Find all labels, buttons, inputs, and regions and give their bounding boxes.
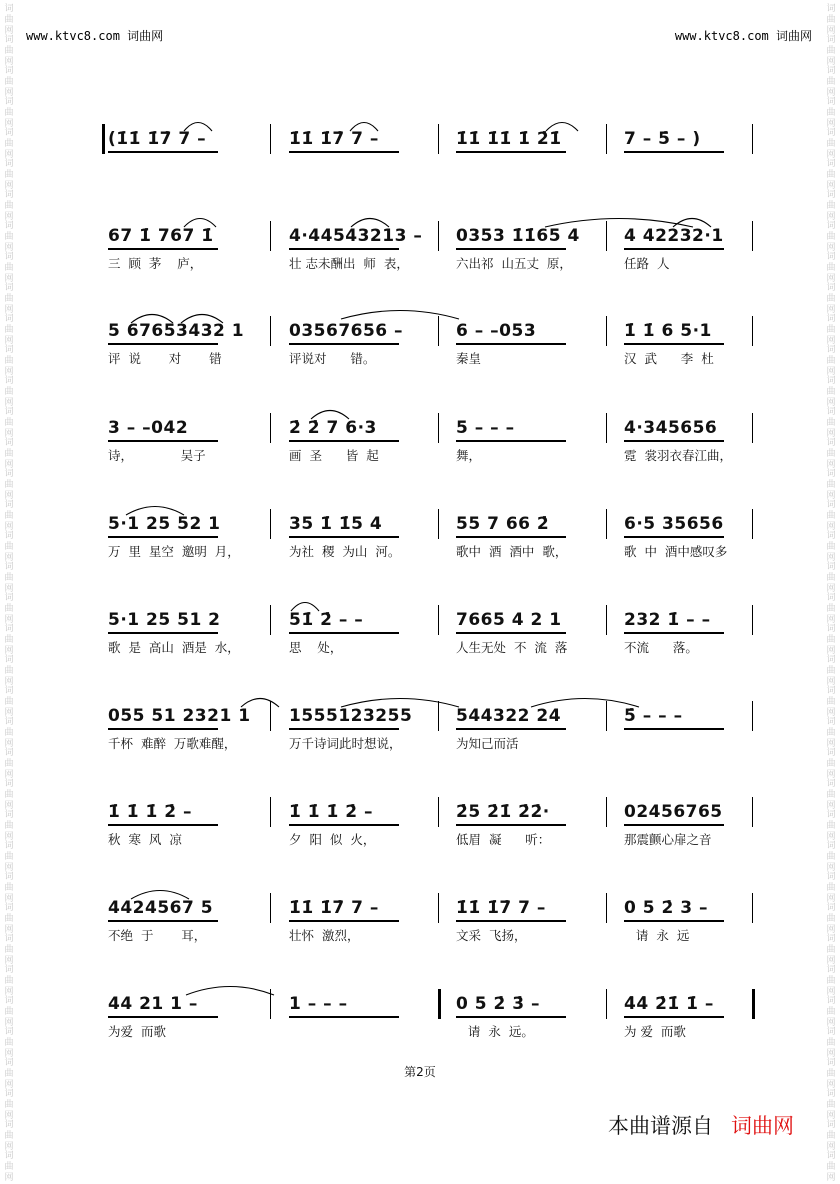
credit-brand: 词曲网 xyxy=(731,1114,794,1138)
measure-notes: 5·1 25 52 1 xyxy=(108,514,221,534)
measure-notes: 03567656 – xyxy=(289,321,404,341)
measure-notes: 5 – – – xyxy=(456,418,515,438)
bar-line xyxy=(752,221,753,251)
measure-notes: 67 1̇ 767 1̇ xyxy=(108,226,214,246)
watermark-word: 词曲网 xyxy=(826,531,836,563)
watermark-word: 词曲网 xyxy=(826,562,836,594)
underline-beam xyxy=(624,920,724,922)
slur-arc xyxy=(183,214,217,228)
watermark-word: 词曲网 xyxy=(826,66,836,98)
measure-notes: 44 21 1 – xyxy=(108,994,198,1014)
measure-notes: 0353 1̇1̇65 4 xyxy=(456,226,580,246)
watermark-word: 词曲网 xyxy=(826,686,836,718)
watermark-word: 词曲网 xyxy=(826,872,836,904)
bar-line xyxy=(270,509,271,539)
watermark-word: 词曲网 xyxy=(4,996,14,1028)
watermark-word: 词曲网 xyxy=(4,531,14,563)
measure-lyric: 不绝 于 耳， xyxy=(108,928,207,943)
measure-lyric: 画 圣 皆 起 xyxy=(289,448,379,463)
measure-notes: 1̇ 1̇ 1̇ 2̇ – xyxy=(289,802,373,822)
bar-line xyxy=(752,509,753,539)
measure-notes: 0 5 2̇ 3̇ – xyxy=(456,994,540,1014)
bar-line xyxy=(606,797,607,827)
bar-line xyxy=(438,316,439,346)
watermark-word: 词曲网 xyxy=(4,283,14,315)
measure-notes: 51̇ 2̇ – – xyxy=(289,610,364,630)
measure-lyric: 壮怀 激烈， xyxy=(289,928,360,943)
watermark-word: 词曲网 xyxy=(4,66,14,98)
measure-lyric: 那震颤心扉之音 xyxy=(624,832,712,847)
score-row xyxy=(0,413,840,509)
watermark-word: 词曲网 xyxy=(826,4,836,36)
measure-notes: 35 1̇ 1̇5 4 xyxy=(289,514,383,534)
watermark-word: 词曲网 xyxy=(4,748,14,780)
bar-line xyxy=(270,797,271,827)
measure-lyric: 评说对 错。 xyxy=(289,351,376,366)
bar-line xyxy=(438,124,439,154)
underline-beam xyxy=(624,343,724,345)
bar-line xyxy=(606,893,607,923)
watermark-word: 词曲网 xyxy=(826,314,836,346)
measure-notes: 7 – 5̇ – ) xyxy=(624,129,701,149)
watermark-word: 词曲网 xyxy=(826,500,836,532)
slur-arc xyxy=(180,310,224,324)
watermark-word: 词曲网 xyxy=(4,314,14,346)
bar-line xyxy=(752,893,753,923)
bar-line xyxy=(752,316,753,346)
underline-beam xyxy=(456,632,566,634)
bar-line xyxy=(606,605,607,635)
measure-lyric: 万 里 星空 邀明 月， xyxy=(108,544,240,559)
underline-beam xyxy=(456,343,566,345)
measure-lyric: 秋 寒 风 凉 xyxy=(108,832,182,847)
watermark-word: 词曲网 xyxy=(826,779,836,811)
watermark-word: 词曲网 xyxy=(826,221,836,253)
watermark-word: 词曲网 xyxy=(826,1027,836,1059)
slur-arc xyxy=(340,694,460,708)
underline-beam xyxy=(456,824,566,826)
watermark-word: 词曲网 xyxy=(4,1058,14,1090)
watermark-word: 词曲网 xyxy=(826,35,836,67)
slur-arc xyxy=(240,694,280,708)
measure-lyric: 三 顾 茅 庐， xyxy=(108,256,203,271)
watermark-word: 词曲网 xyxy=(826,996,836,1028)
score-row xyxy=(0,509,840,605)
watermark-word: 词曲网 xyxy=(4,35,14,67)
measure-notes: 544322 24 xyxy=(456,706,562,726)
slur-arc xyxy=(672,214,712,228)
score-row xyxy=(0,701,840,797)
measure-lyric: 思 处， xyxy=(289,640,343,655)
watermark-word: 词曲网 xyxy=(4,438,14,470)
underline-beam xyxy=(108,151,218,153)
watermark-word: 词曲网 xyxy=(4,345,14,377)
measure-lyric: 千杯 难醉 万歌难醒， xyxy=(108,736,237,751)
source-credit xyxy=(608,1110,794,1140)
underline-beam xyxy=(289,248,399,250)
underline-beam xyxy=(289,151,399,153)
measure-notes: 4·44543213 – xyxy=(289,226,423,246)
watermark-word: 词曲网 xyxy=(826,810,836,842)
underline-beam xyxy=(456,248,566,250)
bar-line xyxy=(270,605,271,635)
underline-beam xyxy=(289,920,399,922)
measure-notes: 02456765 xyxy=(624,802,723,822)
bar-line xyxy=(270,221,271,251)
watermark-word: 词曲网 xyxy=(826,841,836,873)
watermark-word: 词曲网 xyxy=(4,934,14,966)
measure-lyric: 人生无处 不 流 落 xyxy=(456,640,568,655)
watermark-word: 词曲网 xyxy=(4,4,14,36)
measure-lyric: 评 说 对 错 xyxy=(108,351,222,366)
watermark-word: 词曲网 xyxy=(826,159,836,191)
watermark-word: 词曲网 xyxy=(826,190,836,222)
repeat-end-sign xyxy=(438,989,441,1019)
watermark-word: 词曲网 xyxy=(826,717,836,749)
measure-notes: 055 51 2321 1 xyxy=(108,706,251,726)
page-number: 第2页 xyxy=(404,1065,436,1079)
bar-line xyxy=(752,989,755,1019)
watermark-word: 词曲网 xyxy=(826,376,836,408)
underline-beam xyxy=(108,920,218,922)
measure-notes: 4̇4̇ 2̇1̇ 1̇ – xyxy=(624,994,714,1014)
watermark-word: 词曲网 xyxy=(4,128,14,160)
measure-notes: (1̇1̇ 1̇7̇ 7 – xyxy=(108,129,207,149)
slur-arc xyxy=(130,886,190,900)
slur-arc xyxy=(340,306,460,320)
bar-line xyxy=(752,797,753,827)
slur-arc xyxy=(310,406,350,420)
measure-lyric: 万千诗词此时想说， xyxy=(289,736,402,751)
watermark-word: 词曲网 xyxy=(4,872,14,904)
measure-notes: 6 – –053 xyxy=(456,321,537,341)
underline-beam xyxy=(624,824,724,826)
watermark-word: 词曲网 xyxy=(826,128,836,160)
measure-lyric: 六出祁 山五丈 原， xyxy=(456,256,572,271)
bar-line xyxy=(752,124,753,154)
bar-line xyxy=(270,893,271,923)
measure-notes: 5 67653432 1 xyxy=(108,321,245,341)
watermark-word: 词曲网 xyxy=(826,407,836,439)
bar-line xyxy=(270,413,271,443)
measure-notes: 2̇ 2̇ 7 6·3 xyxy=(289,418,377,438)
watermark-word: 词曲网 xyxy=(826,965,836,997)
bar-line xyxy=(270,124,271,154)
measure-notes: 5̇ – – – xyxy=(624,706,683,726)
measure-notes: 4424567 5 xyxy=(108,898,214,918)
measure-notes: 3 – –042 xyxy=(108,418,189,438)
watermark-word: 词曲网 xyxy=(826,469,836,501)
bar-line xyxy=(438,413,439,443)
underline-beam xyxy=(108,440,218,442)
watermark-word: 词曲网 xyxy=(4,1027,14,1059)
watermark-word: 词曲网 xyxy=(4,97,14,129)
repeat-start-sign xyxy=(102,124,105,154)
underline-beam xyxy=(624,248,724,250)
underline-beam xyxy=(624,1016,724,1018)
underline-beam xyxy=(289,632,399,634)
watermark-word: 词曲网 xyxy=(4,965,14,997)
watermark-word: 词曲网 xyxy=(826,438,836,470)
measure-notes: 1̇ 1̇ 1̇ 2̇ – xyxy=(108,802,192,822)
header-left-site: www.ktvc8.com 词曲网 xyxy=(26,29,164,43)
score-row xyxy=(0,316,840,412)
measure-notes: 2̇5 2̇1̇ 2̇2̇· xyxy=(456,802,550,822)
watermark-word: 词曲网 xyxy=(826,934,836,966)
underline-beam xyxy=(108,536,218,538)
measure-lyric: 霓 裳羽衣春江曲， xyxy=(624,448,732,463)
underline-beam xyxy=(456,728,566,730)
bar-line xyxy=(606,509,607,539)
underline-beam xyxy=(289,343,399,345)
bar-line xyxy=(438,221,439,251)
score-row xyxy=(0,893,840,989)
measure-lyric: 任路 人 xyxy=(624,256,670,271)
watermark-word: 词曲网 xyxy=(826,748,836,780)
measure-lyric: 不流 落。 xyxy=(624,640,698,655)
slur-arc xyxy=(530,694,640,708)
measure-notes: 1̇1̇ 1̇1̇ 1̇ 2̇1̇ xyxy=(456,129,562,149)
header-right-site: www.ktvc8.com 词曲网 xyxy=(674,29,812,43)
bar-line xyxy=(438,893,439,923)
watermark-word: 词曲网 xyxy=(4,252,14,284)
slur-arc xyxy=(183,118,213,132)
watermark-word: 词曲网 xyxy=(4,1120,14,1152)
measure-notes: 6·5 35656 xyxy=(624,514,724,534)
watermark-word: 词曲网 xyxy=(826,1120,836,1152)
underline-beam xyxy=(456,536,566,538)
score-row xyxy=(0,605,840,701)
bar-line xyxy=(606,413,607,443)
watermark-word: 词曲网 xyxy=(826,97,836,129)
underline-beam xyxy=(624,440,724,442)
bar-line xyxy=(438,797,439,827)
watermark-word: 词曲网 xyxy=(4,407,14,439)
underline-beam xyxy=(289,824,399,826)
watermark-word: 词曲网 xyxy=(826,593,836,625)
watermark-word: 词曲网 xyxy=(4,190,14,222)
measure-lyric: 请 永 远 xyxy=(624,928,690,943)
measure-notes: 1̇1̇ 1̇7̇ 7 – xyxy=(456,898,546,918)
measure-notes: 232 1̇ – – xyxy=(624,610,711,630)
measure-notes: 1̇ 1̇ 6 5·1 xyxy=(624,321,712,341)
measure-notes: 1̇1̇ 1̇7̇ 7 – xyxy=(289,129,379,149)
underline-beam xyxy=(108,728,218,730)
bar-line xyxy=(752,413,753,443)
slur-arc xyxy=(349,118,379,132)
underline-beam xyxy=(108,1016,218,1018)
measure-lyric: 汉 武 李 杜 xyxy=(624,351,714,366)
watermark-word: 词曲网 xyxy=(826,252,836,284)
underline-beam xyxy=(289,440,399,442)
measure-lyric: 歌中 酒 酒中 歌， xyxy=(456,544,568,559)
watermark-word: 词曲网 xyxy=(4,562,14,594)
score-row xyxy=(0,124,840,220)
measure-lyric: 文采 飞扬， xyxy=(456,928,527,943)
underline-beam xyxy=(108,632,218,634)
watermark-word: 词曲网 xyxy=(826,1089,836,1121)
watermark-word: 词曲网 xyxy=(4,469,14,501)
measure-lyric: 为社 稷 为山 河。 xyxy=(289,544,401,559)
slur-arc xyxy=(350,214,390,228)
measure-lyric: 壮 志未酬出 师 表， xyxy=(289,256,409,271)
underline-beam xyxy=(108,824,218,826)
watermark-word: 词曲网 xyxy=(4,810,14,842)
watermark-word: 词曲网 xyxy=(4,159,14,191)
measure-notes: 55 7 66 2̇ xyxy=(456,514,550,534)
slur-arc xyxy=(290,598,320,612)
measure-notes: 0 5 2̇ 3 – xyxy=(624,898,708,918)
watermark-word: 词曲网 xyxy=(826,903,836,935)
watermark-word: 词曲网 xyxy=(4,624,14,656)
measure-lyric: 为知己而活 xyxy=(456,736,519,751)
watermark-word: 词曲网 xyxy=(826,345,836,377)
watermark-word: 词曲网 xyxy=(4,221,14,253)
bar-line xyxy=(606,316,607,346)
underline-beam xyxy=(456,1016,566,1018)
bar-line xyxy=(606,989,607,1019)
watermark-word: 词曲网 xyxy=(826,1151,836,1183)
measure-notes: 7665 4 2 1 xyxy=(456,610,562,630)
watermark-word: 词曲网 xyxy=(4,1151,14,1183)
underline-beam xyxy=(624,728,724,730)
underline-beam xyxy=(456,440,566,442)
measure-notes: 1555123255 xyxy=(289,706,413,726)
underline-beam xyxy=(624,632,724,634)
watermark-word: 词曲网 xyxy=(826,655,836,687)
watermark-word: 词曲网 xyxy=(4,500,14,532)
bar-line xyxy=(752,605,753,635)
measure-lyric: 歌 中 酒中感叹多 xyxy=(624,544,728,559)
watermark-word: 词曲网 xyxy=(4,593,14,625)
underline-beam xyxy=(108,248,218,250)
measure-lyric: 为 爱 而歌 xyxy=(624,1024,686,1039)
measure-notes: 1 – – – xyxy=(289,994,348,1014)
measure-notes: 5·1 25 51 2 xyxy=(108,610,221,630)
measure-lyric: 低眉 凝 听： xyxy=(456,832,551,847)
measure-lyric: 秦皇 xyxy=(456,351,482,366)
slur-arc xyxy=(125,502,185,516)
underline-beam xyxy=(289,1016,399,1018)
slur-arc xyxy=(130,310,174,324)
underline-beam xyxy=(108,343,218,345)
bar-line xyxy=(752,701,753,731)
watermark-word: 词曲网 xyxy=(4,779,14,811)
measure-lyric: 歌 是 高山 酒是 水， xyxy=(108,640,240,655)
underline-beam xyxy=(624,151,724,153)
watermark-word: 词曲网 xyxy=(4,841,14,873)
bar-line xyxy=(438,605,439,635)
bar-line xyxy=(270,316,271,346)
watermark-word: 词曲网 xyxy=(4,1089,14,1121)
watermark-word: 词曲网 xyxy=(826,1058,836,1090)
measure-lyric: 夕 阳 似 火， xyxy=(289,832,376,847)
underline-beam xyxy=(289,536,399,538)
watermark-word: 词曲网 xyxy=(4,655,14,687)
watermark-word: 词曲网 xyxy=(4,376,14,408)
score-row xyxy=(0,797,840,893)
slur-arc xyxy=(185,982,275,996)
slur-arc xyxy=(545,118,579,132)
watermark-word: 词曲网 xyxy=(4,903,14,935)
measure-notes: 4 42232·1 xyxy=(624,226,724,246)
bar-line xyxy=(438,509,439,539)
measure-lyric: 为爱 而歌 xyxy=(108,1024,166,1039)
underline-beam xyxy=(289,728,399,730)
underline-beam xyxy=(456,151,566,153)
score-row xyxy=(0,221,840,317)
watermark-word: 词曲网 xyxy=(4,686,14,718)
measure-notes: 1̇1̇ 1̇7̇ 7 – xyxy=(289,898,379,918)
bar-line xyxy=(606,124,607,154)
measure-notes: 4·345656 xyxy=(624,418,718,438)
watermark-word: 词曲网 xyxy=(4,717,14,749)
watermark-word: 词曲网 xyxy=(826,624,836,656)
measure-lyric: 舞， xyxy=(456,448,482,463)
measure-lyric: 请 永 远。 xyxy=(456,1024,534,1039)
underline-beam xyxy=(624,536,724,538)
underline-beam xyxy=(456,920,566,922)
credit-prefix: 本曲谱源自 xyxy=(608,1114,713,1138)
measure-lyric: 诗， 吴子 xyxy=(108,448,206,463)
watermark-word: 词曲网 xyxy=(826,283,836,315)
